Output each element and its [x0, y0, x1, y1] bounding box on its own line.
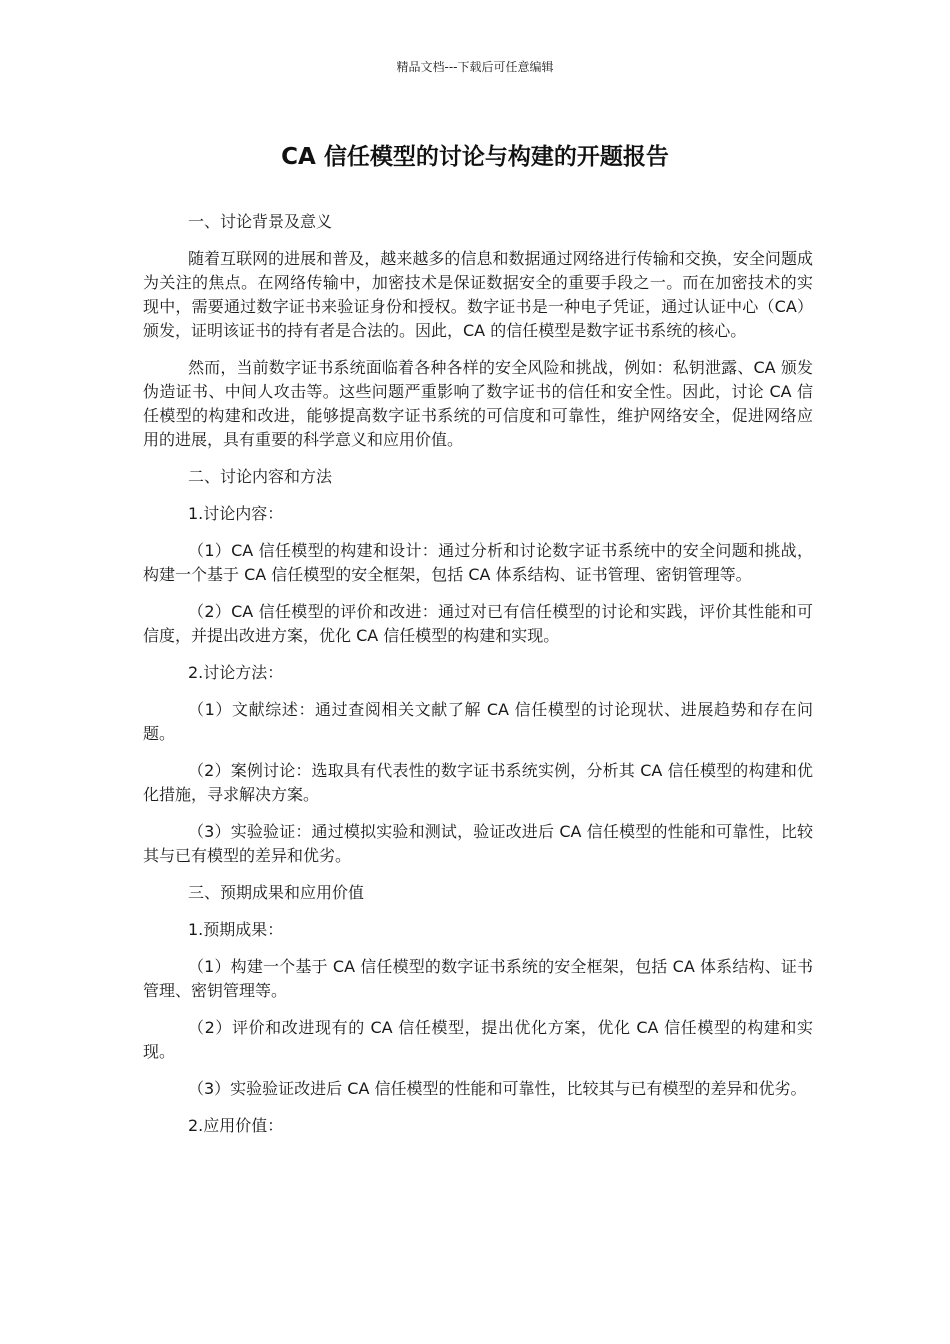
paragraph-outcome-item-1: （1）构建一个基于 CA 信任模型的数字证书系统的安全框架，包括 CA 体系结构、证书管理、密钥管理等。	[143, 957, 813, 1000]
subheading-content: 1.讨论内容：	[188, 504, 284, 523]
paragraph-background-2: 然而，当前数字证书系统面临着各种各样的安全风险和挑战，例如：私钥泄露、CA 颁发伪造证书、中间人攻击等。这些问题严重影响了数字证书的信任和安全性。因此，讨论 CA 信任模型的构建和改进，能够提高数字证书系统的可信度和可靠性，维护网络安全，促进网络应用的进展，具有重要的科学意义和应用价值。	[143, 358, 813, 449]
paragraph-content-item-2: （2）CA 信任模型的评价和改进：通过对已有信任模型的讨论和实践，评价其性能和可信度，并提出改进方案，优化 CA 信任模型的构建和实现。	[143, 602, 813, 645]
paragraph-method-item-3: （3）实验验证：通过模拟实验和测试，验证改进后 CA 信任模型的性能和可靠性，比较其与已有模型的差异和优劣。	[143, 822, 813, 865]
document-body	[143, 210, 813, 1151]
subheading-expected-outcomes: 1.预期成果：	[188, 920, 284, 939]
paragraph-method-item-1: （1）文献综述：通过查阅相关文献了解 CA 信任模型的讨论现状、进展趋势和存在问题。	[143, 700, 813, 743]
section-heading-content-method: 二、讨论内容和方法	[188, 467, 333, 486]
paragraph-content-item-1: （1）CA 信任模型的构建和设计：通过分析和讨论数字证书系统中的安全问题和挑战，构建一个基于 CA 信任模型的安全框架，包括 CA 体系结构、证书管理、密钥管理等。	[143, 541, 813, 584]
paragraph-background-1: 随着互联网的进展和普及，越来越多的信息和数据通过网络进行传输和交换，安全问题成为关注的焦点。在网络传输中，加密技术是保证数据安全的重要手段之一。而在加密技术的实现中，需要通过数字证书来验证身份和授权。数字证书是一种电子凭证，通过认证中心（CA）颁发，证明该证书的持有者是合法的。因此，CA 的信任模型是数字证书系统的核心。	[143, 249, 813, 340]
paragraph-method-item-2: （2）案例讨论：选取具有代表性的数字证书系统实例，分析其 CA 信任模型的构建和优化措施，寻求解决方案。	[143, 761, 813, 804]
subheading-method: 2.讨论方法：	[188, 663, 284, 682]
document-title: CA 信任模型的讨论与构建的开题报告	[281, 144, 669, 170]
section-heading-background: 一、讨论背景及意义	[188, 212, 333, 231]
section-heading-outcomes: 三、预期成果和应用价值	[188, 883, 365, 902]
paragraph-outcome-item-3: （3）实验验证改进后 CA 信任模型的性能和可靠性，比较其与已有模型的差异和优劣。	[188, 1079, 807, 1098]
subheading-application-value: 2.应用价值：	[188, 1116, 284, 1135]
paragraph-outcome-item-2: （2）评价和改进现有的 CA 信任模型，提出优化方案，优化 CA 信任模型的构建和实现。	[143, 1018, 813, 1061]
header-note: 精品文档---下载后可任意编辑	[396, 60, 554, 74]
